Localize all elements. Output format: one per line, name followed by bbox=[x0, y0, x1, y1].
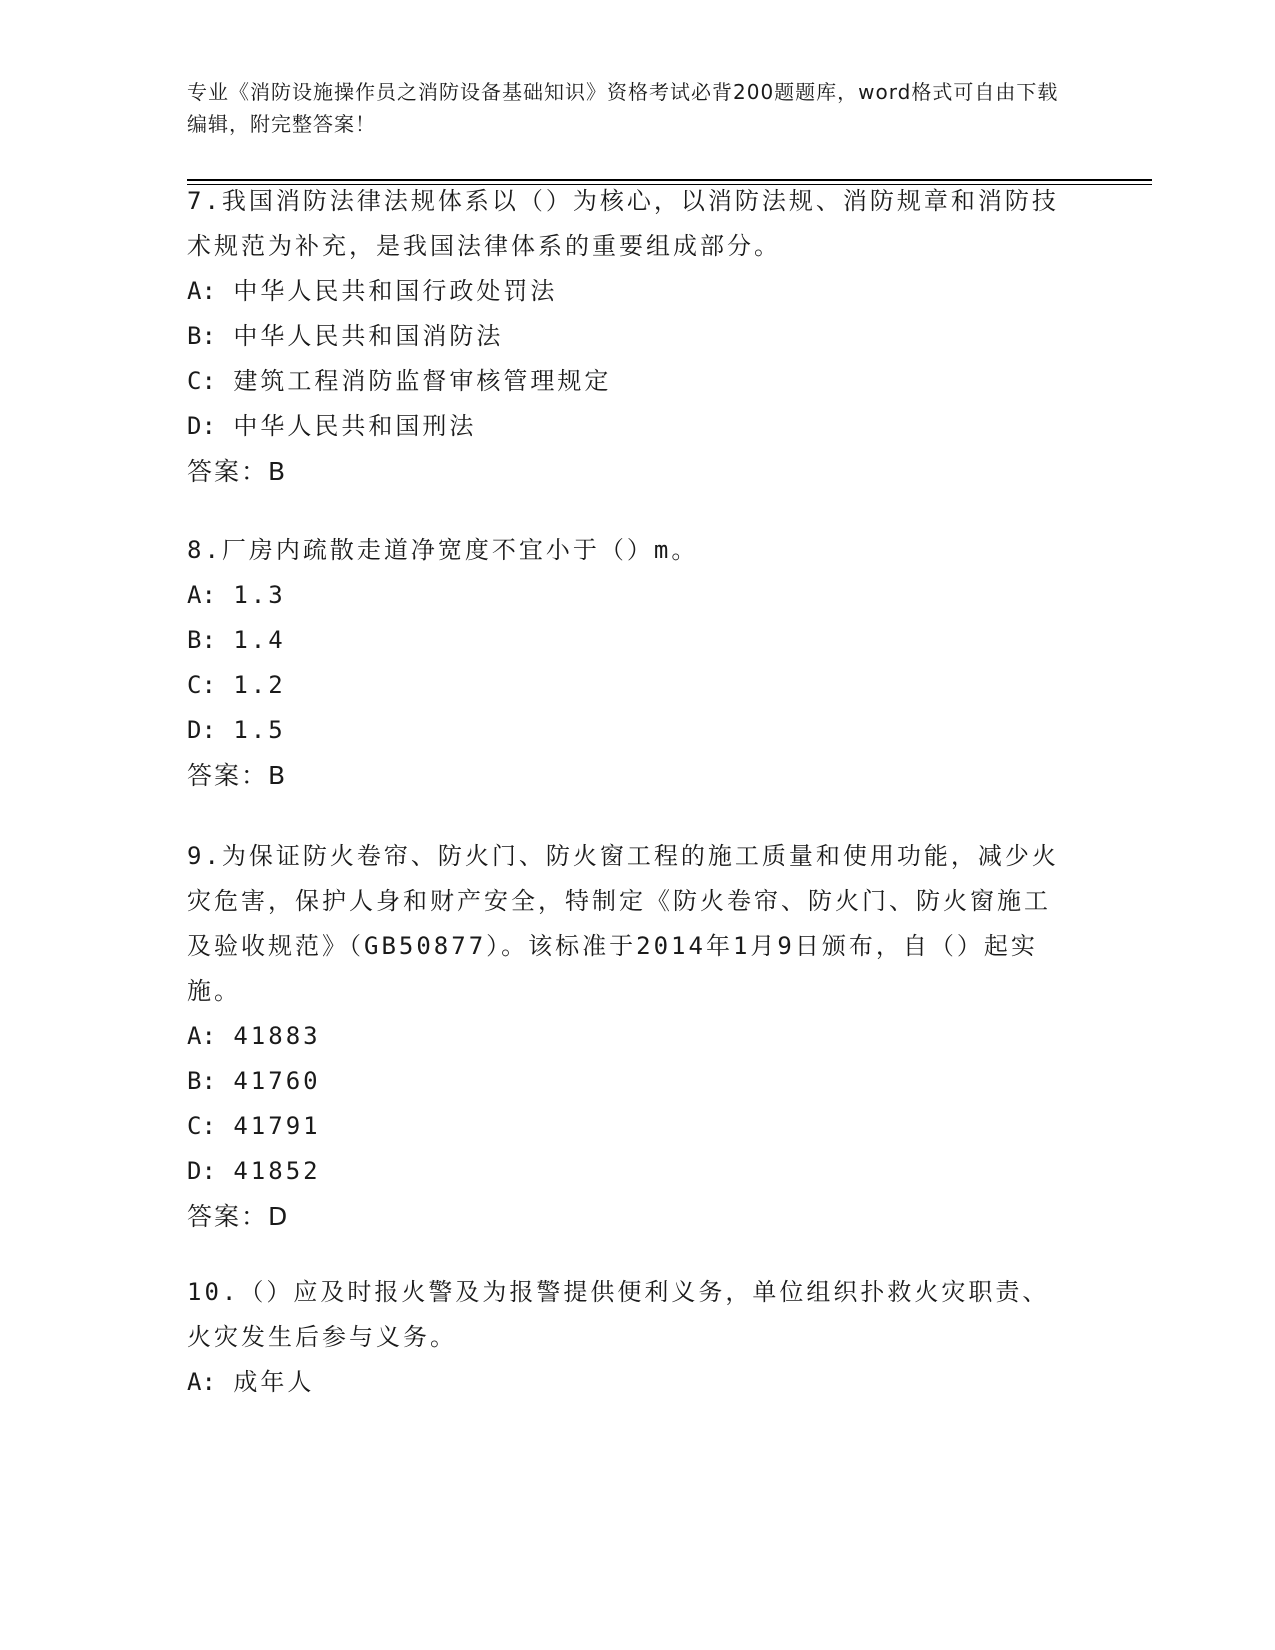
question-text: 9.为保证防火卷帘、防火门、防火窗工程的施工质量和使用功能，减少火灾危害，保护人身和财产安全，特制定《防火卷帘、防火门、防火窗施工及验收规范》（GB50877）。该标准于2014年1月9日颁布，自（）起实施。 bbox=[187, 842, 1059, 1005]
question-7 bbox=[187, 179, 1067, 494]
answer: 答案：D bbox=[187, 1202, 290, 1231]
option-text: 1.3 bbox=[233, 581, 286, 609]
option-label: D: bbox=[187, 716, 216, 744]
option-a bbox=[187, 573, 1067, 618]
option-text: 中华人民共和国行政处罚法 bbox=[233, 277, 558, 305]
option-label: A: bbox=[187, 1368, 216, 1396]
option-b bbox=[187, 618, 1067, 663]
option-label: C: bbox=[187, 1112, 216, 1140]
question-text: 8.厂房内疏散走道净宽度不宜小于（）m。 bbox=[187, 536, 699, 564]
question-9 bbox=[187, 834, 1067, 1239]
option-d bbox=[187, 404, 1067, 449]
answer: 答案：B bbox=[187, 457, 288, 486]
option-label: A: bbox=[187, 581, 216, 609]
option-text: 1.4 bbox=[233, 626, 286, 654]
option-label: C: bbox=[187, 367, 216, 395]
document-header: 专业《消防设施操作员之消防设备基础知识》资格考试必背200题题库，word格式可自由下载编辑，附完整答案！ bbox=[187, 80, 1059, 136]
option-text: 中华人民共和国刑法 bbox=[233, 412, 477, 440]
option-c bbox=[187, 663, 1067, 708]
option-a bbox=[187, 1014, 1067, 1059]
option-label: B: bbox=[187, 1067, 216, 1095]
option-b bbox=[187, 314, 1067, 359]
option-a bbox=[187, 1360, 1067, 1405]
option-d bbox=[187, 708, 1067, 753]
option-text: 建筑工程消防监督审核管理规定 bbox=[233, 367, 612, 395]
answer: 答案：B bbox=[187, 761, 288, 790]
option-label: D: bbox=[187, 1157, 216, 1185]
option-label: B: bbox=[187, 626, 216, 654]
option-a bbox=[187, 269, 1067, 314]
question-text: 7.我国消防法律法规体系以（）为核心，以消防法规、消防规章和消防技术规范为补充，是我国法律体系的重要组成部分。 bbox=[187, 187, 1059, 260]
option-text: 中华人民共和国消防法 bbox=[233, 322, 504, 350]
option-text: 41852 bbox=[233, 1157, 321, 1185]
option-text: 41791 bbox=[233, 1112, 321, 1140]
option-label: D: bbox=[187, 412, 216, 440]
option-text: 41760 bbox=[233, 1067, 321, 1095]
option-b bbox=[187, 1059, 1067, 1104]
option-text: 41883 bbox=[233, 1022, 321, 1050]
option-text: 1.5 bbox=[233, 716, 286, 744]
option-text: 1.2 bbox=[233, 671, 286, 699]
option-label: A: bbox=[187, 1022, 216, 1050]
option-c bbox=[187, 359, 1067, 404]
option-label: B: bbox=[187, 322, 216, 350]
option-text: 成年人 bbox=[233, 1368, 315, 1396]
option-d bbox=[187, 1149, 1067, 1194]
question-10 bbox=[187, 1270, 1067, 1405]
option-label: C: bbox=[187, 671, 216, 699]
option-c bbox=[187, 1104, 1067, 1149]
option-label: A: bbox=[187, 277, 216, 305]
question-text: 10.（）应及时报火警及为报警提供便利义务，单位组织扑救火灾职责、火灾发生后参与义务。 bbox=[187, 1278, 1050, 1351]
question-8 bbox=[187, 528, 1067, 798]
